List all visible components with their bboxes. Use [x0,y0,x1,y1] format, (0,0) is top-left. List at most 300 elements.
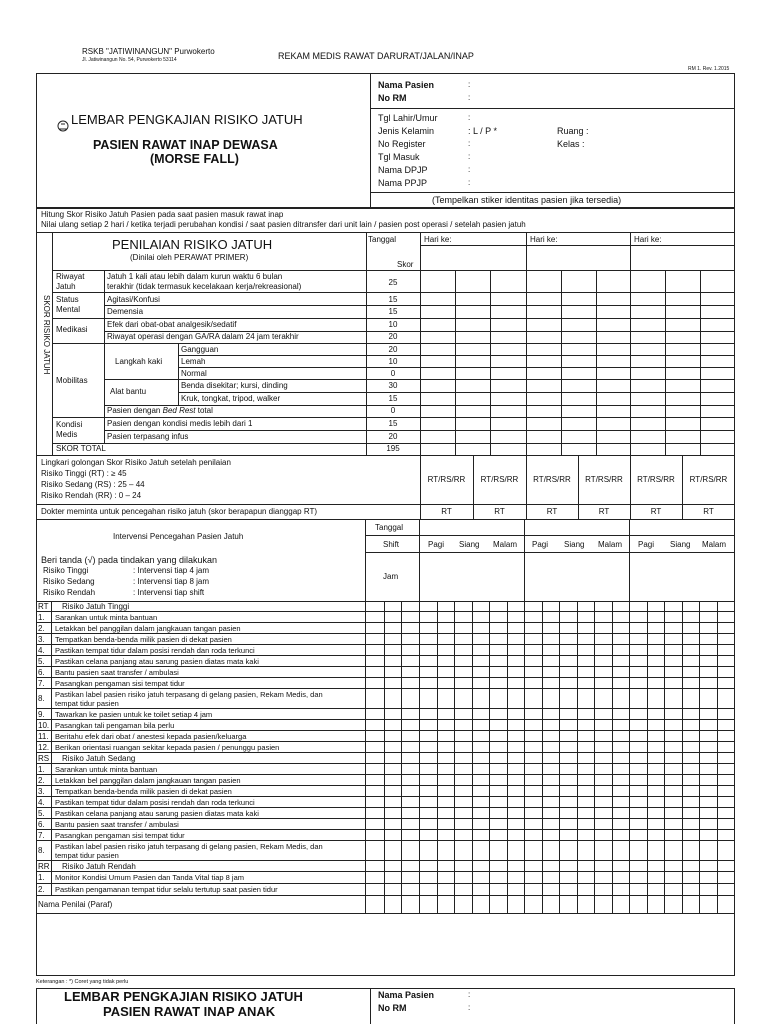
check-cell[interactable] [489,786,507,796]
check-cell[interactable] [612,753,629,763]
check-cell[interactable] [524,689,542,708]
check-cell[interactable] [664,612,682,622]
check-cell[interactable] [577,884,594,895]
check-cell[interactable] [384,656,401,666]
check-cell[interactable] [664,830,682,840]
check-cell[interactable] [577,830,594,840]
check-cell[interactable] [507,819,524,829]
check-cell[interactable] [507,797,524,807]
check-cell[interactable] [699,678,717,688]
check-cell[interactable] [559,709,577,719]
check-cell[interactable] [717,764,735,774]
check-cell[interactable] [401,775,419,785]
check-cell[interactable] [365,742,384,752]
check-cell[interactable] [682,612,699,622]
check-cell[interactable] [717,861,735,871]
check-cell[interactable] [664,709,682,719]
check-cell[interactable] [472,884,489,895]
check-cell[interactable] [594,709,612,719]
check-cell[interactable] [489,872,507,883]
check-cell[interactable] [559,656,577,666]
check-cell[interactable] [542,819,559,829]
check-cell[interactable] [542,764,559,774]
check-cell[interactable] [629,896,647,913]
check-cell[interactable] [699,819,717,829]
check-cell[interactable] [699,731,717,741]
check-cell[interactable] [437,764,454,774]
check-cell[interactable] [365,884,384,895]
check-cell[interactable] [594,678,612,688]
check-cell[interactable] [559,612,577,622]
check-cell[interactable] [507,709,524,719]
check-cell[interactable] [629,667,647,677]
check-cell[interactable] [384,764,401,774]
check-cell[interactable] [699,720,717,730]
check-cell[interactable] [365,720,384,730]
check-cell[interactable] [699,764,717,774]
check-cell[interactable] [507,601,524,611]
check-cell[interactable] [472,861,489,871]
check-cell[interactable] [629,786,647,796]
check-cell[interactable] [664,720,682,730]
check-cell[interactable] [365,623,384,633]
check-cell[interactable] [437,775,454,785]
check-cell[interactable] [647,634,664,644]
check-cell[interactable] [454,678,472,688]
check-cell[interactable] [524,601,542,611]
check-cell[interactable] [489,678,507,688]
check-cell[interactable] [384,861,401,871]
check-cell[interactable] [559,742,577,752]
check-cell[interactable] [489,775,507,785]
check-cell[interactable] [717,872,735,883]
check-cell[interactable] [594,819,612,829]
check-cell[interactable] [682,872,699,883]
check-cell[interactable] [365,645,384,655]
check-cell[interactable] [682,786,699,796]
check-cell[interactable] [472,667,489,677]
check-cell[interactable] [577,709,594,719]
check-cell[interactable] [542,601,559,611]
check-cell[interactable] [542,656,559,666]
check-cell[interactable] [559,819,577,829]
check-cell[interactable] [401,678,419,688]
check-cell[interactable] [682,808,699,818]
check-cell[interactable] [559,601,577,611]
check-cell[interactable] [365,775,384,785]
check-cell[interactable] [594,645,612,655]
check-cell[interactable] [682,731,699,741]
check-cell[interactable] [437,872,454,883]
check-cell[interactable] [594,742,612,752]
check-cell[interactable] [594,689,612,708]
check-cell[interactable] [507,645,524,655]
check-cell[interactable] [437,819,454,829]
check-cell[interactable] [699,896,717,913]
check-cell[interactable] [664,753,682,763]
check-cell[interactable] [682,656,699,666]
check-cell[interactable] [437,689,454,708]
check-cell[interactable] [437,861,454,871]
check-cell[interactable] [647,753,664,763]
check-cell[interactable] [699,656,717,666]
check-cell[interactable] [682,634,699,644]
check-cell[interactable] [647,720,664,730]
check-cell[interactable] [365,634,384,644]
check-cell[interactable] [594,731,612,741]
check-cell[interactable] [594,861,612,871]
check-cell[interactable] [577,872,594,883]
check-cell[interactable] [699,775,717,785]
check-cell[interactable] [577,634,594,644]
check-cell[interactable] [612,797,629,807]
check-cell[interactable] [542,861,559,871]
check-cell[interactable] [472,896,489,913]
check-cell[interactable] [384,819,401,829]
check-cell[interactable] [472,753,489,763]
check-cell[interactable] [682,896,699,913]
check-cell[interactable] [629,623,647,633]
check-cell[interactable] [472,656,489,666]
check-cell[interactable] [699,808,717,818]
check-cell[interactable] [384,720,401,730]
check-cell[interactable] [437,656,454,666]
check-cell[interactable] [384,896,401,913]
check-cell[interactable] [401,753,419,763]
check-cell[interactable] [699,742,717,752]
check-cell[interactable] [454,753,472,763]
check-cell[interactable] [647,819,664,829]
check-cell[interactable] [489,896,507,913]
check-cell[interactable] [577,656,594,666]
check-cell[interactable] [629,841,647,860]
check-cell[interactable] [682,742,699,752]
check-cell[interactable] [542,731,559,741]
check-cell[interactable] [559,764,577,774]
check-cell[interactable] [489,797,507,807]
check-cell[interactable] [559,797,577,807]
check-cell[interactable] [437,841,454,860]
check-cell[interactable] [577,742,594,752]
check-cell[interactable] [365,601,384,611]
check-cell[interactable] [577,753,594,763]
check-cell[interactable] [401,612,419,622]
check-cell[interactable] [507,634,524,644]
check-cell[interactable] [542,689,559,708]
check-cell[interactable] [542,808,559,818]
check-cell[interactable] [647,623,664,633]
check-cell[interactable] [437,601,454,611]
check-cell[interactable] [717,841,735,860]
check-cell[interactable] [472,786,489,796]
check-cell[interactable] [419,808,437,818]
check-cell[interactable] [419,645,437,655]
check-cell[interactable] [664,667,682,677]
check-cell[interactable] [559,884,577,895]
check-cell[interactable] [594,786,612,796]
check-cell[interactable] [454,884,472,895]
check-cell[interactable] [524,830,542,840]
check-cell[interactable] [629,656,647,666]
check-cell[interactable] [489,667,507,677]
check-cell[interactable] [717,720,735,730]
check-cell[interactable] [664,764,682,774]
check-cell[interactable] [682,775,699,785]
check-cell[interactable] [664,678,682,688]
check-cell[interactable] [489,634,507,644]
check-cell[interactable] [717,753,735,763]
check-cell[interactable] [594,775,612,785]
check-cell[interactable] [542,775,559,785]
check-cell[interactable] [717,731,735,741]
check-cell[interactable] [489,656,507,666]
check-cell[interactable] [384,808,401,818]
check-cell[interactable] [717,884,735,895]
check-cell[interactable] [664,742,682,752]
check-cell[interactable] [542,753,559,763]
check-cell[interactable] [401,830,419,840]
check-cell[interactable] [717,667,735,677]
check-cell[interactable] [577,601,594,611]
check-cell[interactable] [629,775,647,785]
check-cell[interactable] [507,786,524,796]
check-cell[interactable] [612,623,629,633]
check-cell[interactable] [365,896,384,913]
check-cell[interactable] [437,753,454,763]
check-cell[interactable] [542,709,559,719]
check-cell[interactable] [594,753,612,763]
check-cell[interactable] [577,786,594,796]
check-cell[interactable] [629,720,647,730]
check-cell[interactable] [542,884,559,895]
check-cell[interactable] [401,720,419,730]
check-cell[interactable] [559,720,577,730]
check-cell[interactable] [507,742,524,752]
check-cell[interactable] [717,819,735,829]
check-cell[interactable] [507,623,524,633]
check-cell[interactable] [437,797,454,807]
check-cell[interactable] [559,872,577,883]
check-cell[interactable] [699,623,717,633]
check-cell[interactable] [647,896,664,913]
check-cell[interactable] [612,720,629,730]
check-cell[interactable] [542,872,559,883]
check-cell[interactable] [647,612,664,622]
check-cell[interactable] [612,678,629,688]
check-cell[interactable] [384,753,401,763]
check-cell[interactable] [717,808,735,818]
check-cell[interactable] [559,830,577,840]
check-cell[interactable] [384,872,401,883]
check-cell[interactable] [542,786,559,796]
check-cell[interactable] [401,731,419,741]
check-cell[interactable] [594,896,612,913]
check-cell[interactable] [489,742,507,752]
check-cell[interactable] [419,689,437,708]
check-cell[interactable] [419,841,437,860]
check-cell[interactable] [612,656,629,666]
check-cell[interactable] [559,634,577,644]
check-cell[interactable] [489,623,507,633]
check-cell[interactable] [454,601,472,611]
check-cell[interactable] [612,830,629,840]
check-cell[interactable] [647,775,664,785]
check-cell[interactable] [454,623,472,633]
check-cell[interactable] [489,808,507,818]
check-cell[interactable] [384,797,401,807]
check-cell[interactable] [472,689,489,708]
check-cell[interactable] [559,689,577,708]
check-cell[interactable] [419,720,437,730]
check-cell[interactable] [717,742,735,752]
check-cell[interactable] [682,753,699,763]
check-cell[interactable] [401,819,419,829]
check-cell[interactable] [454,709,472,719]
check-cell[interactable] [401,764,419,774]
check-cell[interactable] [384,742,401,752]
check-cell[interactable] [664,808,682,818]
check-cell[interactable] [524,623,542,633]
check-cell[interactable] [489,884,507,895]
check-cell[interactable] [647,645,664,655]
check-cell[interactable] [647,764,664,774]
check-cell[interactable] [507,667,524,677]
check-cell[interactable] [454,656,472,666]
check-cell[interactable] [647,689,664,708]
check-cell[interactable] [384,601,401,611]
check-cell[interactable] [507,720,524,730]
check-cell[interactable] [524,742,542,752]
check-cell[interactable] [629,797,647,807]
check-cell[interactable] [594,808,612,818]
check-cell[interactable] [524,634,542,644]
check-cell[interactable] [612,786,629,796]
check-cell[interactable] [612,872,629,883]
check-cell[interactable] [365,872,384,883]
check-cell[interactable] [542,678,559,688]
check-cell[interactable] [401,601,419,611]
check-cell[interactable] [559,861,577,871]
check-cell[interactable] [577,678,594,688]
check-cell[interactable] [629,612,647,622]
check-cell[interactable] [542,742,559,752]
check-cell[interactable] [647,830,664,840]
check-cell[interactable] [365,689,384,708]
check-cell[interactable] [629,678,647,688]
check-cell[interactable] [664,656,682,666]
check-cell[interactable] [559,623,577,633]
check-cell[interactable] [524,884,542,895]
check-cell[interactable] [577,623,594,633]
check-cell[interactable] [507,830,524,840]
check-cell[interactable] [507,678,524,688]
check-cell[interactable] [647,861,664,871]
check-cell[interactable] [365,656,384,666]
check-cell[interactable] [384,634,401,644]
check-cell[interactable] [629,872,647,883]
check-cell[interactable] [664,775,682,785]
check-cell[interactable] [717,656,735,666]
check-cell[interactable] [629,689,647,708]
check-cell[interactable] [612,645,629,655]
check-cell[interactable] [717,830,735,840]
check-cell[interactable] [717,786,735,796]
check-cell[interactable] [489,689,507,708]
check-cell[interactable] [454,896,472,913]
check-cell[interactable] [384,623,401,633]
check-cell[interactable] [472,645,489,655]
check-cell[interactable] [577,896,594,913]
check-cell[interactable] [524,667,542,677]
check-cell[interactable] [419,764,437,774]
check-cell[interactable] [559,808,577,818]
check-cell[interactable] [542,667,559,677]
check-cell[interactable] [647,709,664,719]
check-cell[interactable] [507,884,524,895]
check-cell[interactable] [472,872,489,883]
check-cell[interactable] [629,819,647,829]
check-cell[interactable] [682,645,699,655]
check-cell[interactable] [437,709,454,719]
check-cell[interactable] [365,819,384,829]
check-cell[interactable] [384,830,401,840]
check-cell[interactable] [612,731,629,741]
check-cell[interactable] [612,709,629,719]
check-cell[interactable] [577,720,594,730]
check-cell[interactable] [664,645,682,655]
check-cell[interactable] [699,601,717,611]
check-cell[interactable] [507,612,524,622]
check-cell[interactable] [401,689,419,708]
check-cell[interactable] [647,841,664,860]
check-cell[interactable] [559,841,577,860]
check-cell[interactable] [559,731,577,741]
check-cell[interactable] [612,601,629,611]
check-cell[interactable] [507,731,524,741]
check-cell[interactable] [437,830,454,840]
check-cell[interactable] [612,667,629,677]
check-cell[interactable] [365,731,384,741]
check-cell[interactable] [365,830,384,840]
check-cell[interactable] [365,753,384,763]
check-cell[interactable] [437,612,454,622]
check-cell[interactable] [507,808,524,818]
check-cell[interactable] [507,764,524,774]
check-cell[interactable] [594,720,612,730]
check-cell[interactable] [629,830,647,840]
check-cell[interactable] [647,884,664,895]
check-cell[interactable] [682,819,699,829]
check-cell[interactable] [524,819,542,829]
check-cell[interactable] [489,830,507,840]
check-cell[interactable] [647,731,664,741]
check-cell[interactable] [524,678,542,688]
check-cell[interactable] [682,841,699,860]
check-cell[interactable] [664,884,682,895]
check-cell[interactable] [577,667,594,677]
check-cell[interactable] [401,797,419,807]
check-cell[interactable] [472,764,489,774]
check-cell[interactable] [629,764,647,774]
check-cell[interactable] [365,841,384,860]
check-cell[interactable] [559,896,577,913]
check-cell[interactable] [454,872,472,883]
check-cell[interactable] [437,634,454,644]
check-cell[interactable] [559,775,577,785]
check-cell[interactable] [472,775,489,785]
check-cell[interactable] [472,819,489,829]
check-cell[interactable] [664,731,682,741]
